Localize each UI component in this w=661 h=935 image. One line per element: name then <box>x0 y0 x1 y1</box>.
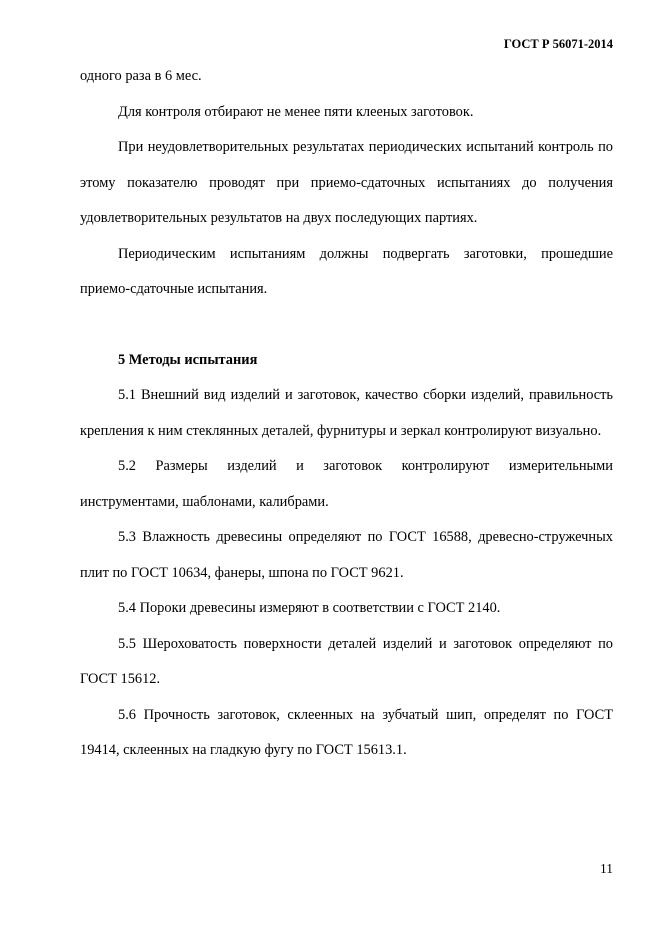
paragraph-periodic-tests: Периодическим испытаниям должны подвергать заготовки, прошедшие приемо-сдаточные испытания. <box>80 245 613 297</box>
clause-5-1: 5.1 Внешний вид изделий и заготовок, качество сборки изделий, правильность крепления к ним стеклянных деталей, фурнитуры и зеркал контролируют визуально. <box>80 387 613 439</box>
clause-5-2: 5.2 Размеры изделий и заготовок контролируют измерительными инструментами, шаблонами, калибрами. <box>80 458 613 510</box>
clause-5-3: 5.3 Влажность древесины определяют по ГОСТ 16588, древесно-стружечных плит по ГОСТ 10634, фанеры, шпона по ГОСТ 9621. <box>80 529 613 581</box>
paragraph-continuation: одного раза в 6 мес. <box>80 68 202 84</box>
clause-5-5: 5.5 Шероховатость поверхности деталей изделий и заготовок определяют по ГОСТ 15612. <box>80 635 613 687</box>
document-code-header: ГОСТ Р 56071-2014 <box>503 37 613 51</box>
clause-5-4: 5.4 Пороки древесины измеряют в соответствии с ГОСТ 2140. <box>118 600 501 616</box>
paragraph-sampling: Для контроля отбирают не менее пяти клееных заготовок. <box>118 103 474 120</box>
clause-5-6: 5.6 Прочность заготовок, склеенных на зубчатый шип, определят по ГОСТ 19414, склеенных на гладкую фугу по ГОСТ 15613.1. <box>80 706 613 758</box>
page-body <box>80 59 613 769</box>
page-number: 11 <box>600 861 613 876</box>
paragraph-unsatisfactory-results: При неудовлетворительных результатах периодических испытаний контроль по этому показателю проводят при приемо-сдаточных испытаниях до получения удовлетворительных результатов на двух последующих партиях. <box>80 139 613 226</box>
section-title: 5 Методы испытания <box>118 351 258 368</box>
